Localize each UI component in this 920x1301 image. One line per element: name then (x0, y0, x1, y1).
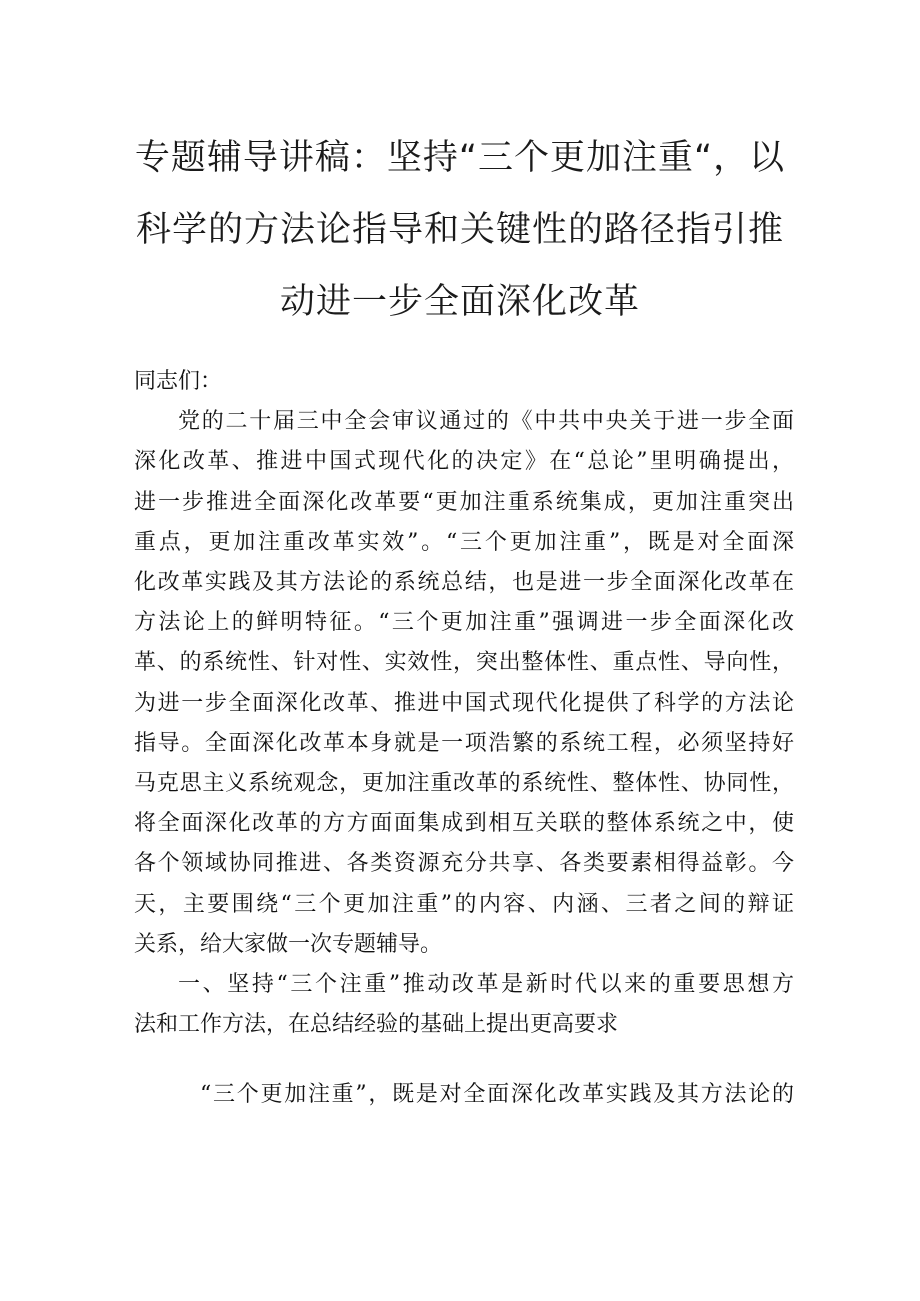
paragraph-line: 深化改革、推进中国式现代化的决定》在“总论”里明确提出， (134, 449, 794, 475)
salutation (134, 362, 794, 402)
title-line: 动进一步全面深化改革 (279, 282, 640, 322)
section-heading-line: 一、坚持“三个注重”推动改革是新时代以来的重要思想方 (178, 972, 794, 998)
section-heading-1 (134, 965, 794, 1045)
paragraph-line: 党的二十届三中全会审议通过的《中共中央关于进一步全面 (178, 409, 794, 435)
paragraph-line: “三个更加注重”，既是对全面深化改革实践及其方法论的 (200, 1082, 794, 1108)
title-line: 科学的方法论指导和关键性的路径指引推 (135, 210, 784, 250)
paragraph-line: 化改革实践及其方法论的系统总结，也是进一步全面深化改革在 (134, 570, 794, 596)
paragraph-line: 指导。全面深化改革本身就是一项浩繁的系统工程，必须坚持好 (134, 730, 794, 756)
document-body (134, 362, 794, 1116)
paragraph-section1-body (134, 1075, 794, 1115)
paragraph-line: 各个领域协同推进、各类资源充分共享、各类要素相得益彰。今 (134, 851, 794, 877)
paragraph-line: 天，主要围绕“三个更加注重”的内容、内涵、三者之间的辩证 (134, 891, 794, 917)
paragraph-intro (134, 402, 794, 965)
paragraph-line: 重点，更加注重改革实效”。“三个更加注重”，既是对全面深 (134, 529, 794, 555)
paragraph-line: 马克思主义系统观念，更加注重改革的系统性、整体性、协同性， (134, 771, 794, 797)
salutation-text: 同志们： (134, 369, 223, 394)
paragraph-line: 将全面深化改革的方方面面集成到相互关联的整体系统之中，使 (134, 811, 794, 837)
paragraph-line: 为进一步全面深化改革、推进中国式现代化提供了科学的方法论 (134, 690, 794, 716)
document-title (120, 122, 800, 338)
paragraph-line: 革、的系统性、针对性、实效性，突出整体性、重点性、导向性， (134, 650, 794, 676)
paragraph-line: 方法论上的鲜明特征。“三个更加注重”强调进一步全面深化改 (134, 610, 794, 636)
paragraph-spacer (134, 1045, 794, 1075)
paragraph-line: 进一步推进全面深化改革要“更加注重系统集成，更加注重突出 (134, 489, 794, 515)
title-line: 专题辅导讲稿：坚持“三个更加注重“，以 (134, 138, 786, 178)
section-heading-line: 法和工作方法，在总结经验的基础上提出更高要求 (134, 1012, 619, 1038)
paragraph-line: 关系，给大家做一次专题辅导。 (134, 931, 443, 957)
